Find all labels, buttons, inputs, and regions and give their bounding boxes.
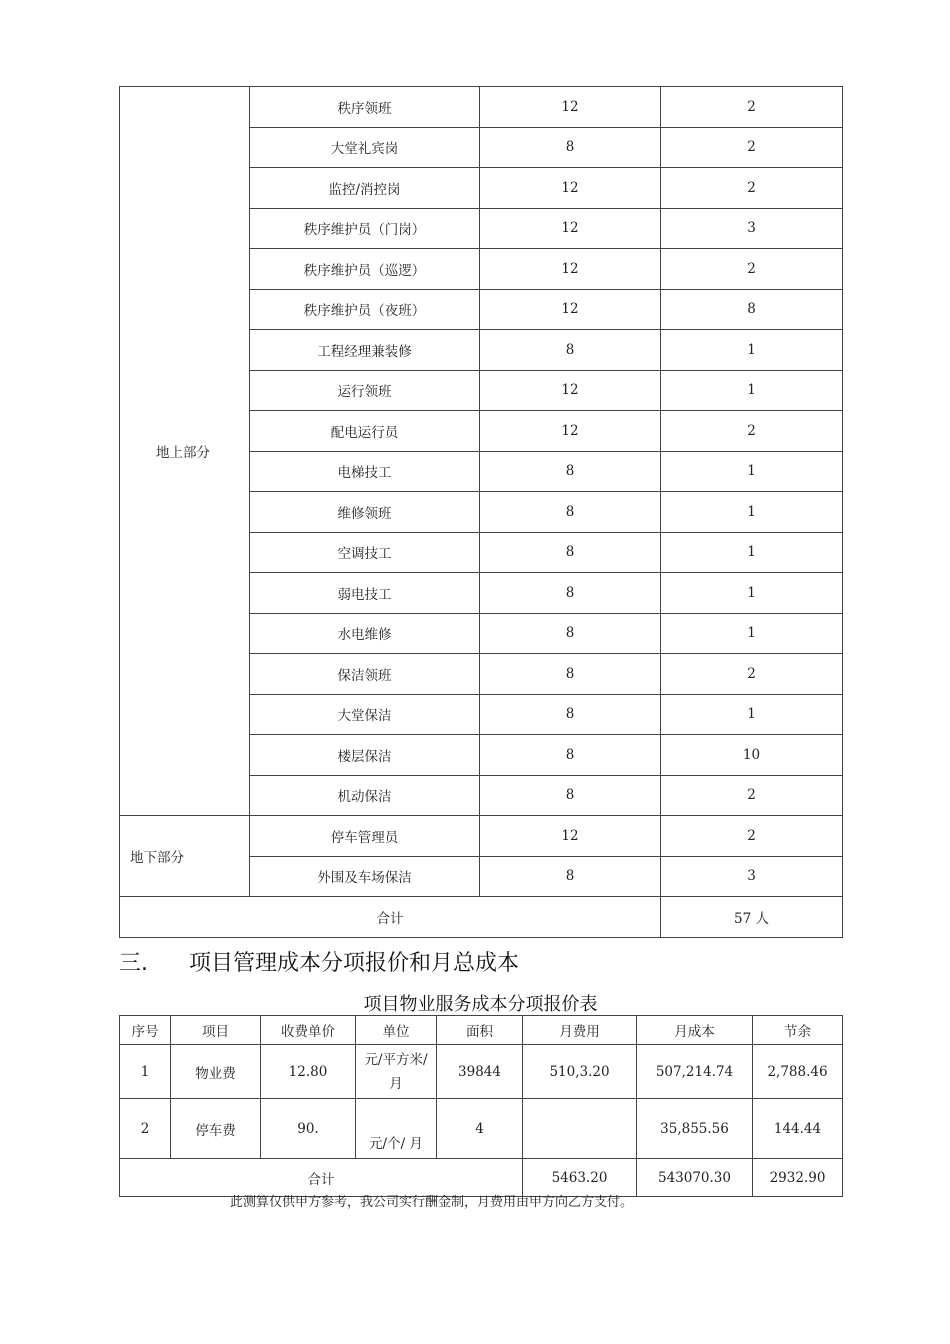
header-no: 序号: [120, 1016, 171, 1045]
cell-hours: 12: [480, 208, 661, 249]
footnote: 此测算仅供甲方参考，我公司实行酬金制，月费用由甲方向乙方支付。: [230, 1195, 634, 1210]
cell-hours: 12: [480, 816, 661, 857]
cell-hours: 12: [480, 411, 661, 452]
cell-position: 监控/消控岗: [250, 168, 480, 209]
table-row: [120, 1045, 843, 1099]
header-monthly-fee: 月费用: [523, 1016, 637, 1045]
quote-table-title: 项目物业服务成本分项报价表: [363, 994, 598, 1015]
cell-count: 1: [661, 370, 843, 411]
quote-table: [119, 1015, 843, 1197]
cell-hours: 8: [480, 613, 661, 654]
cell-unit: 元/平方米/月: [356, 1045, 437, 1099]
cell-monthly-fee: 510,3.20: [523, 1045, 637, 1099]
cell-hours: 8: [480, 856, 661, 897]
cell-position: 大堂保洁: [250, 694, 480, 735]
cell-count: 2: [661, 654, 843, 695]
staffing-total-row: [120, 897, 843, 938]
header-unit: 单位: [356, 1016, 437, 1045]
cell-hours: 8: [480, 127, 661, 168]
cell-count: 3: [661, 208, 843, 249]
cell-price: 90.: [261, 1099, 356, 1159]
cell-count: 1: [661, 613, 843, 654]
cell-hours: 12: [480, 87, 661, 128]
cell-position: 秩序维护员（夜班）: [250, 289, 480, 330]
staffing-table: [119, 86, 843, 938]
total-monthly-fee: 5463.20: [523, 1159, 637, 1197]
cell-count: 2: [661, 127, 843, 168]
header-monthly-cost: 月成本: [637, 1016, 753, 1045]
cell-position: 楼层保洁: [250, 735, 480, 776]
total-monthly-cost: 543070.30: [637, 1159, 753, 1197]
cell-count: 2: [661, 411, 843, 452]
cell-no: 2: [120, 1099, 171, 1159]
staffing-table-body: [120, 87, 843, 938]
cell-count: 1: [661, 532, 843, 573]
cell-hours: 12: [480, 249, 661, 290]
cell-item: 物业费: [171, 1045, 261, 1099]
cell-unit: 元/个/ 月: [356, 1099, 437, 1159]
cell-hours: 8: [480, 694, 661, 735]
cell-position: 配电运行员: [250, 411, 480, 452]
cell-position: 大堂礼宾岗: [250, 127, 480, 168]
cell-count: 1: [661, 573, 843, 614]
header-price: 收费单价: [261, 1016, 356, 1045]
header-item: 项目: [171, 1016, 261, 1045]
total-headcount: 57 人: [661, 897, 843, 938]
cell-position: 弱电技工: [250, 573, 480, 614]
cell-position: 秩序维护员（巡逻）: [250, 249, 480, 290]
cell-no: 1: [120, 1045, 171, 1099]
cell-hours: 8: [480, 573, 661, 614]
cell-hours: 8: [480, 775, 661, 816]
cell-hours: 8: [480, 532, 661, 573]
cell-surplus: 2,788.46: [753, 1045, 843, 1099]
cell-count: 8: [661, 289, 843, 330]
cell-count: 2: [661, 816, 843, 857]
cell-position: 停车管理员: [250, 816, 480, 857]
cell-count: 3: [661, 856, 843, 897]
cell-position: 外围及车场保洁: [250, 856, 480, 897]
cell-position: 保洁领班: [250, 654, 480, 695]
cell-hours: 8: [480, 654, 661, 695]
cell-count: 1: [661, 492, 843, 533]
cell-position: 空调技工: [250, 532, 480, 573]
cell-position: 运行领班: [250, 370, 480, 411]
cell-item: 停车费: [171, 1099, 261, 1159]
cell-count: 1: [661, 451, 843, 492]
cell-count: 1: [661, 330, 843, 371]
cell-hours: 8: [480, 492, 661, 533]
cell-area: 39844: [437, 1045, 523, 1099]
cell-position: 电梯技工: [250, 451, 480, 492]
cell-hours: 12: [480, 168, 661, 209]
cell-position: 秩序领班: [250, 87, 480, 128]
table-row: [120, 1099, 843, 1159]
cell-monthly-fee: [523, 1099, 637, 1159]
total-label: 合计: [120, 897, 661, 938]
header-area: 面积: [437, 1016, 523, 1045]
cell-position: 水电维修: [250, 613, 480, 654]
cell-count: 2: [661, 249, 843, 290]
header-surplus: 节余: [753, 1016, 843, 1045]
table-row: [120, 87, 843, 128]
cell-hours: 8: [480, 735, 661, 776]
cell-price: 12.80: [261, 1045, 356, 1099]
cell-count: 2: [661, 168, 843, 209]
cell-count: 2: [661, 87, 843, 128]
section-heading: [119, 946, 519, 977]
cell-hours: 12: [480, 289, 661, 330]
cell-position: 机动保洁: [250, 775, 480, 816]
total-label: 合计: [120, 1159, 523, 1197]
cell-position: 工程经理兼装修: [250, 330, 480, 371]
cell-hours: 8: [480, 451, 661, 492]
cell-position: 秩序维护员（门岗）: [250, 208, 480, 249]
cell-count: 2: [661, 775, 843, 816]
cell-position: 维修领班: [250, 492, 480, 533]
cell-count: 1: [661, 694, 843, 735]
table-row: [120, 816, 843, 857]
quote-header-row: [120, 1016, 843, 1045]
cell-surplus: 144.44: [753, 1099, 843, 1159]
cell-monthly-cost: 35,855.56: [637, 1099, 753, 1159]
section-number: 三.: [119, 951, 148, 976]
cell-area: 4: [437, 1099, 523, 1159]
total-surplus: 2932.90: [753, 1159, 843, 1197]
group-label: 地下部分: [120, 816, 250, 897]
section-title: 项目管理成本分项报价和月总成本: [189, 951, 520, 976]
cell-hours: 12: [480, 370, 661, 411]
cell-count: 10: [661, 735, 843, 776]
cell-hours: 8: [480, 330, 661, 371]
cell-monthly-cost: 507,214.74: [637, 1045, 753, 1099]
group-label: 地上部分: [120, 87, 250, 816]
